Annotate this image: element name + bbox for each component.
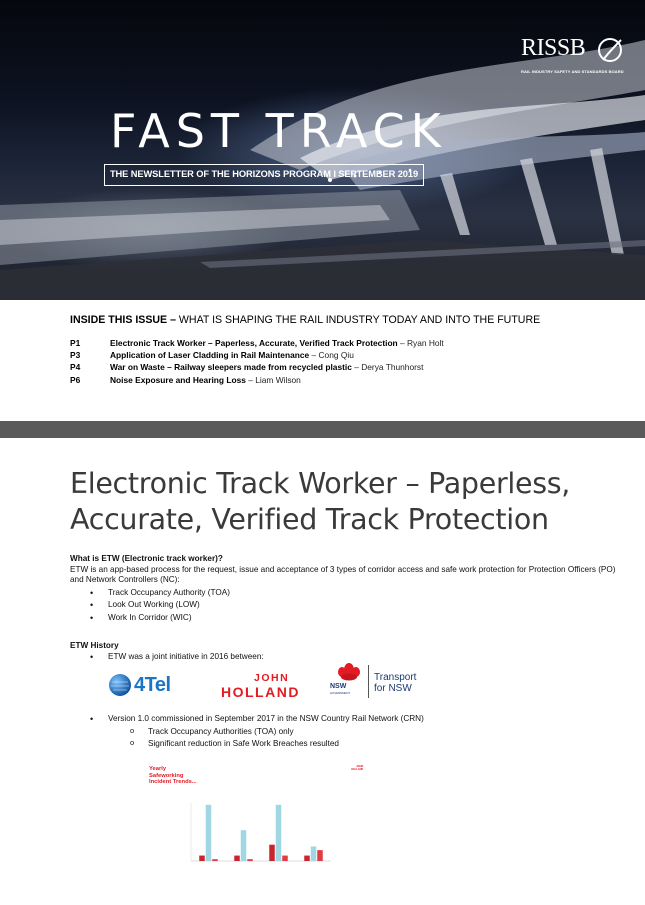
tfnsw-line2: for NSW	[374, 683, 412, 694]
version-sub-item: o Significant reduction in Safe Work Breaches resulted	[70, 739, 620, 750]
toc-page: P6	[70, 374, 81, 385]
chart-bar	[247, 859, 253, 861]
chart-bar	[212, 859, 218, 861]
toc-title: War on Waste – Railway sleepers made from recycled plastic	[110, 362, 352, 373]
logo-divider	[368, 665, 369, 698]
4tel-logo-text: 4Tel	[134, 674, 171, 696]
toc-author: – Liam Wilson	[245, 374, 301, 385]
transport-for-nsw-logo	[328, 662, 426, 702]
toc-item[interactable]	[70, 361, 590, 373]
etw-type-item: • Work In Corridor (WIC)	[70, 613, 620, 624]
chart-bar	[241, 830, 247, 861]
etw-type-item: • Look Out Working (LOW)	[70, 600, 620, 611]
chart-bar	[234, 856, 240, 861]
toc-item[interactable]	[70, 337, 590, 349]
toc-page: P4	[70, 362, 81, 373]
toc-title: Application of Laser Cladding in Rail Maintenance	[110, 350, 310, 361]
toc-author: – Derya Thunhorst	[351, 362, 424, 373]
chart-bar	[206, 805, 212, 861]
incident-bar-chart	[143, 757, 373, 872]
chart-bar	[311, 847, 317, 862]
what-is-etw-body: ETW is an app-based process for the request, issue and acceptance of 3 types of corridor access and safe work protection for Protection Officers (PO) and Network Controllers (NC):	[70, 564, 616, 585]
issue-heading-bold: INSIDE THIS ISSUE –	[70, 314, 176, 326]
table-of-contents	[70, 337, 590, 386]
chart-bar	[269, 845, 275, 861]
transport-for-nsw-text	[374, 672, 416, 694]
inside-this-issue	[70, 314, 590, 386]
chart-bar	[199, 856, 205, 861]
rissb-swoosh-icon	[597, 36, 625, 66]
slide-logo-line1: JOHN	[356, 765, 364, 768]
etw-type-item: • Track Occupancy Authority (TOA)	[70, 588, 620, 599]
what-is-etw-section	[70, 554, 620, 624]
slide-title-line: Incident Trends...	[149, 779, 197, 786]
incident-trends-slide	[143, 757, 373, 872]
chart-bar	[276, 805, 282, 861]
cover-hero-image	[0, 0, 645, 300]
toc-title: Electronic Track Worker – Paperless, Accurate, Verified Track Protection	[110, 338, 398, 348]
slide-title-line: Safeworking	[149, 772, 184, 779]
toc-item[interactable]	[70, 374, 590, 386]
slide-title-line: Yearly	[149, 766, 167, 772]
nsw-label: NSW	[330, 683, 347, 690]
john-holland-logo-line1: JOHN	[254, 672, 290, 684]
newsletter-subtitle: THE NEWSLETTER OF THE HORIZONS PROGRAM I SEPTEMBER 2019	[104, 164, 424, 186]
article-title-line2: Accurate, Verified Track Protection	[70, 503, 549, 536]
version-section	[70, 714, 620, 750]
toc-page: P1	[70, 338, 81, 348]
etw-history-heading: ETW History	[70, 641, 119, 650]
rissb-logo	[521, 35, 626, 74]
waratah-icon	[332, 662, 366, 684]
toc-item[interactable]	[70, 349, 590, 361]
john-holland-logo-line2: HOLLAND	[221, 684, 300, 700]
toc-author: – Ryan Holt	[397, 338, 444, 348]
rissb-logo-text: RISSB	[521, 35, 586, 61]
what-is-etw-heading: What is ETW (Electronic track worker)?	[70, 554, 223, 563]
toc-title: Noise Exposure and Hearing Loss	[110, 374, 246, 385]
chart-bar	[282, 856, 288, 861]
tfnsw-line1: Transport	[374, 672, 417, 683]
article-title-line1: Electronic Track Worker – Paperless,	[70, 467, 571, 500]
toc-page: P3	[70, 350, 81, 361]
chart-bar	[317, 850, 323, 861]
etw-history-section	[70, 641, 620, 662]
article-title	[70, 466, 610, 538]
issue-heading	[70, 314, 590, 326]
nsw-government-label: GOVERNMENT	[330, 691, 351, 695]
version-text: • Version 1.0 commissioned in September 2017 in the NSW Country Rail Network (CRN)	[70, 714, 620, 725]
version-sub-item: o Track Occupancy Authorities (TOA) only	[70, 727, 620, 738]
slide-logo-line2: HOLLAND	[351, 768, 364, 771]
chart-bar	[304, 856, 310, 861]
section-divider-band	[0, 421, 645, 438]
etw-history-intro: • ETW was a joint initiative in 2016 between:	[70, 652, 620, 663]
4tel-globe-icon	[108, 673, 132, 697]
issue-heading-rest: WHAT IS SHAPING THE RAIL INDUSTRY TODAY AND INTO THE FUTURE	[178, 314, 541, 326]
rissb-logo-subtitle: RAIL INDUSTRY SAFETY AND STANDARDS BOARD	[521, 69, 624, 74]
partner-logos	[106, 662, 426, 702]
toc-author: – Cong Qiu	[309, 350, 354, 361]
newsletter-masthead: FAST TRACK	[110, 104, 447, 158]
